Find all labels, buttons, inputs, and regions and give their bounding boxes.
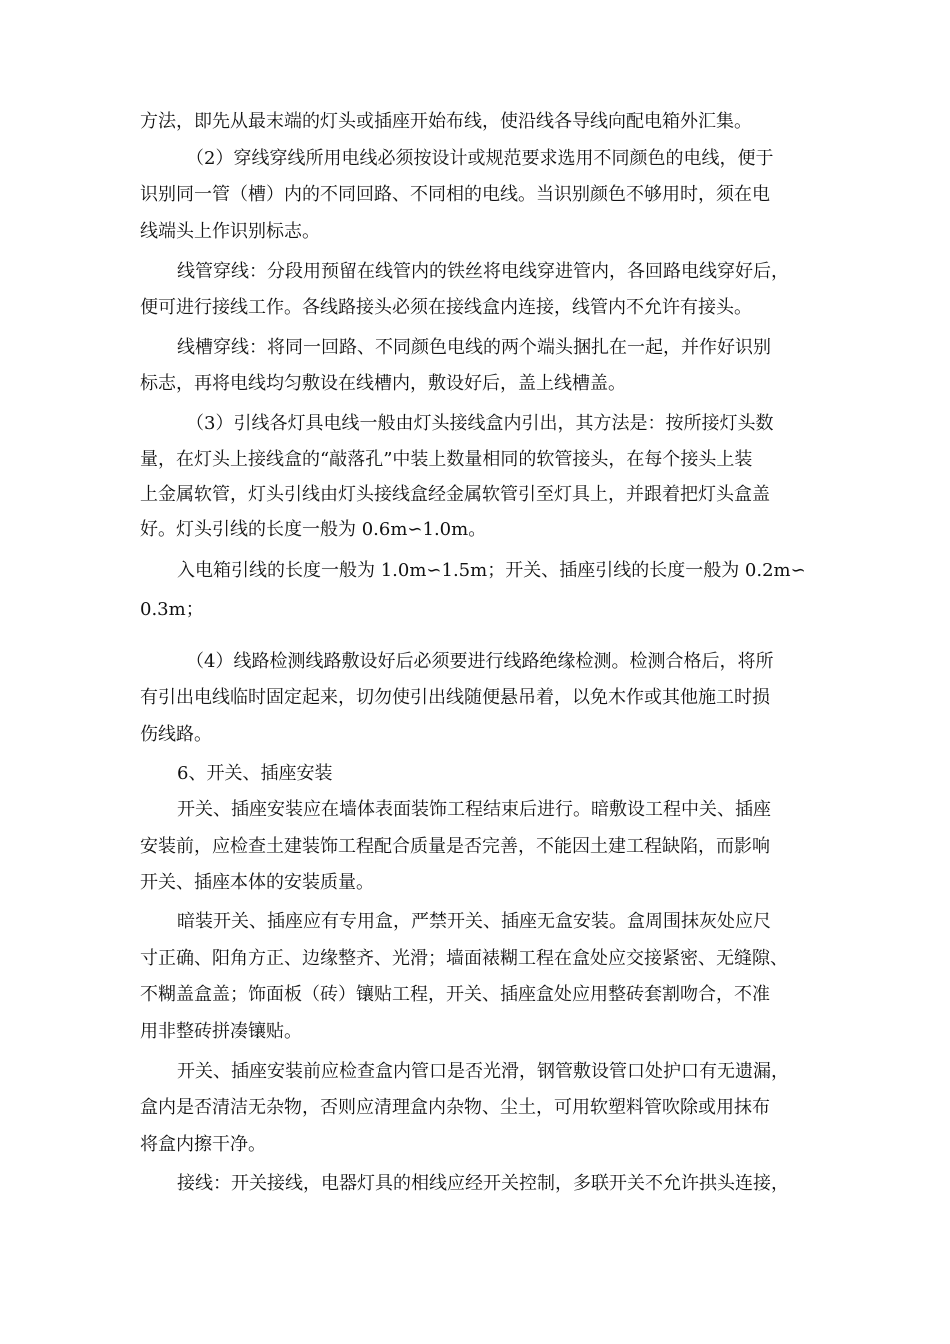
text-line: 开关、插座安装应在墙体表面装饰工程结束后进行。暗敷设工程中关、插座	[177, 799, 771, 820]
text-line: 不糊盖盒盖；饰面板（砖）镶贴工程，开关、插座盒处应用整砖套割吻合，不准	[140, 984, 770, 1005]
text-line: 便可进行接线工作。各线路接头必须在接线盒内连接，线管内不允许有接头。	[140, 297, 752, 318]
text-line: 识别同一管（槽）内的不同回路、不同相的电线。当识别颜色不够用时，须在电	[140, 184, 770, 205]
text-line: 接线：开关接线，电器灯具的相线应经开关控制，多联开关不允许拱头连接，	[177, 1173, 789, 1194]
text-line: 标志，再将电线均匀敷设在线槽内，敷设好后，盖上线槽盖。	[140, 373, 626, 394]
text-line: 暗装开关、插座应有专用盒，严禁开关、插座无盒安装。盒周围抹灰处应尺	[177, 911, 771, 932]
text-line: 线端头上作识别标志。	[140, 221, 320, 242]
text-line: 上金属软管，灯头引线由灯头接线盒经金属软管引至灯具上，并跟着把灯头盒盖	[140, 484, 770, 505]
text-line: （3）引线各灯具电线一般由灯头接线盒内引出，其方法是：按所接灯头数	[186, 413, 774, 434]
text-line: 寸正确、阳角方正、边缘整齐、光滑；墙面裱糊工程在盒处应交接紧密、无缝隙、	[140, 948, 788, 969]
text-line: 开关、插座安装前应检查盒内管口是否光滑，钢管敷设管口处护口有无遗漏，	[177, 1061, 789, 1082]
text-line: （2）穿线穿线所用电线必须按设计或规范要求选用不同颜色的电线，便于	[186, 148, 774, 169]
text-line: 量，在灯头上接线盒的“敲落孔”中装上数量相同的软管接头，在每个接头上装	[140, 449, 753, 470]
text-line: 0.3m；	[140, 599, 204, 620]
text-line: 将盒内擦干净。	[140, 1134, 266, 1155]
text-line: 有引出电线临时固定起来，切勿使引出线随便悬吊着，以免木作或其他施工时损	[140, 687, 770, 708]
text-line: 好。灯头引线的长度一般为 0.6m∽1.0m。	[140, 519, 487, 540]
text-line: 方法，即先从最末端的灯头或插座开始布线，使沿线各导线向配电箱外汇集。	[140, 111, 752, 132]
section-heading: 6、开关、插座安装	[177, 763, 333, 784]
text-line: 用非整砖拼凑镶贴。	[140, 1021, 302, 1042]
text-line: 安装前，应检查土建装饰工程配合质量是否完善，不能因土建工程缺陷，而影响	[140, 836, 770, 857]
text-line: 开关、插座本体的安装质量。	[140, 872, 374, 893]
text-line: 线槽穿线：将同一回路、不同颜色电线的两个端头捆扎在一起，并作好识别	[177, 337, 771, 358]
text-line: 伤线路。	[140, 724, 212, 745]
text-line: 盒内是否清洁无杂物，否则应清理盒内杂物、尘土，可用软塑料管吹除或用抹布	[140, 1097, 770, 1118]
text-line: （4）线路检测线路敷设好后必须要进行线路绝缘检测。检测合格后，将所	[186, 651, 774, 672]
text-line: 线管穿线：分段用预留在线管内的铁丝将电线穿进管内，各回路电线穿好后，	[177, 261, 789, 282]
text-line: 入电箱引线的长度一般为 1.0m∽1.5m；开关、插座引线的长度一般为 0.2m∽	[177, 560, 806, 581]
